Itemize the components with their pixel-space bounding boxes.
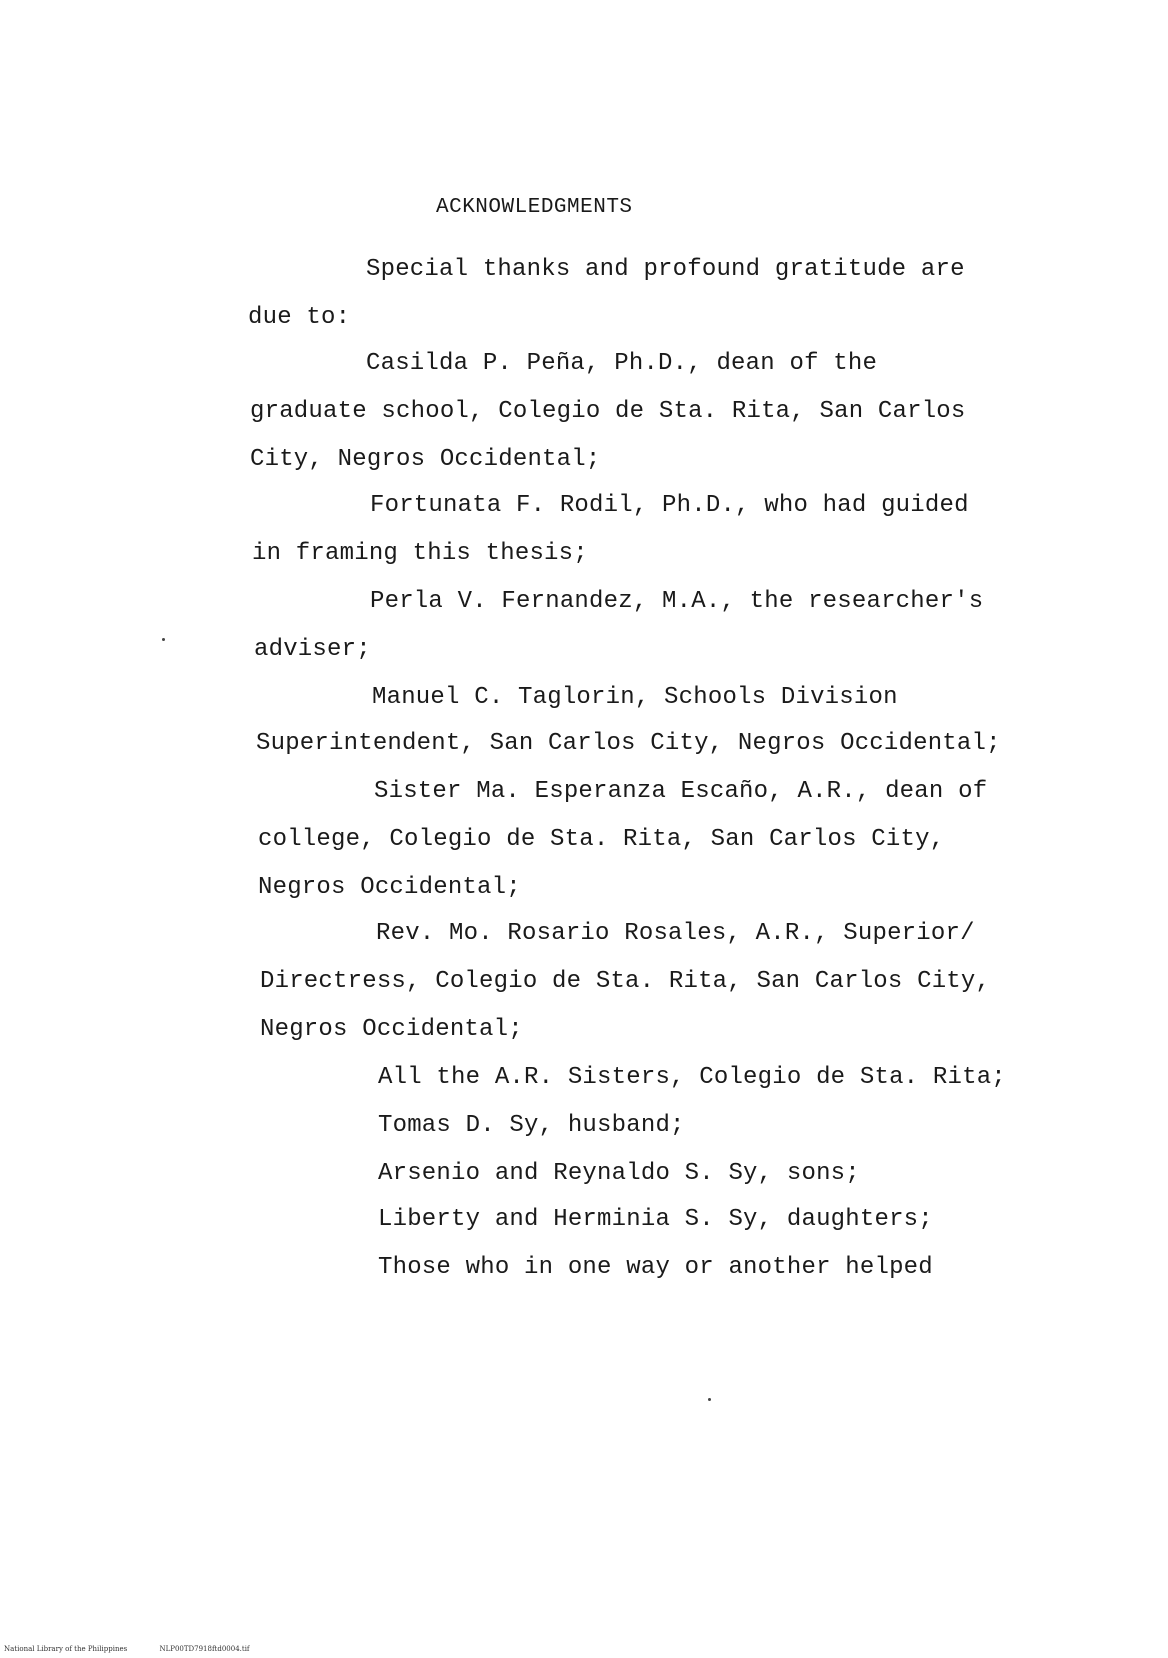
text-line: Arsenio and Reynaldo S. Sy, sons; — [378, 1160, 860, 1187]
scan-speck — [162, 638, 165, 641]
text-line: Casilda P. Peña, Ph.D., dean of the — [366, 350, 878, 377]
text-line: Directress, Colegio de Sta. Rita, San Carlos City, — [260, 968, 991, 995]
text-line: Fortunata F. Rodil, Ph.D., who had guided — [370, 492, 969, 519]
text-line: Superintendent, San Carlos City, Negros Occidental; — [256, 730, 1001, 757]
text-line: Negros Occidental; — [258, 874, 521, 901]
scan-speck — [708, 1398, 711, 1401]
text-line: Rev. Mo. Rosario Rosales, A.R., Superior/ — [376, 920, 975, 947]
footer-caption — [4, 1645, 280, 1653]
text-line: in framing this thesis; — [252, 540, 588, 567]
text-line: Liberty and Herminia S. Sy, daughters; — [378, 1206, 933, 1233]
text-line: Manuel C. Taglorin, Schools Division — [372, 684, 898, 711]
text-line: college, Colegio de Sta. Rita, San Carlos City, — [258, 826, 945, 853]
page-title: ACKNOWLEDGMENTS — [436, 196, 633, 219]
text-line: Special thanks and profound gratitude are — [366, 256, 965, 283]
text-line: Perla V. Fernandez, M.A., the researcher's — [370, 588, 984, 615]
text-line: City, Negros Occidental; — [250, 446, 601, 473]
library-credit: National Library of the Philippines — [4, 1645, 128, 1653]
text-line: Sister Ma. Esperanza Escaño, A.R., dean of — [374, 778, 988, 805]
text-line: Tomas D. Sy, husband; — [378, 1112, 685, 1139]
text-line: adviser; — [254, 636, 371, 663]
text-line: Negros Occidental; — [260, 1016, 523, 1043]
text-line: All the A.R. Sisters, Colegio de Sta. Rita; — [378, 1064, 1006, 1091]
text-line: Those who in one way or another helped — [378, 1254, 933, 1281]
file-id: NLP00TD7918ftd0004.tif — [159, 1645, 250, 1653]
text-line: due to: — [248, 304, 351, 331]
text-line: graduate school, Colegio de Sta. Rita, San Carlos — [250, 398, 966, 425]
